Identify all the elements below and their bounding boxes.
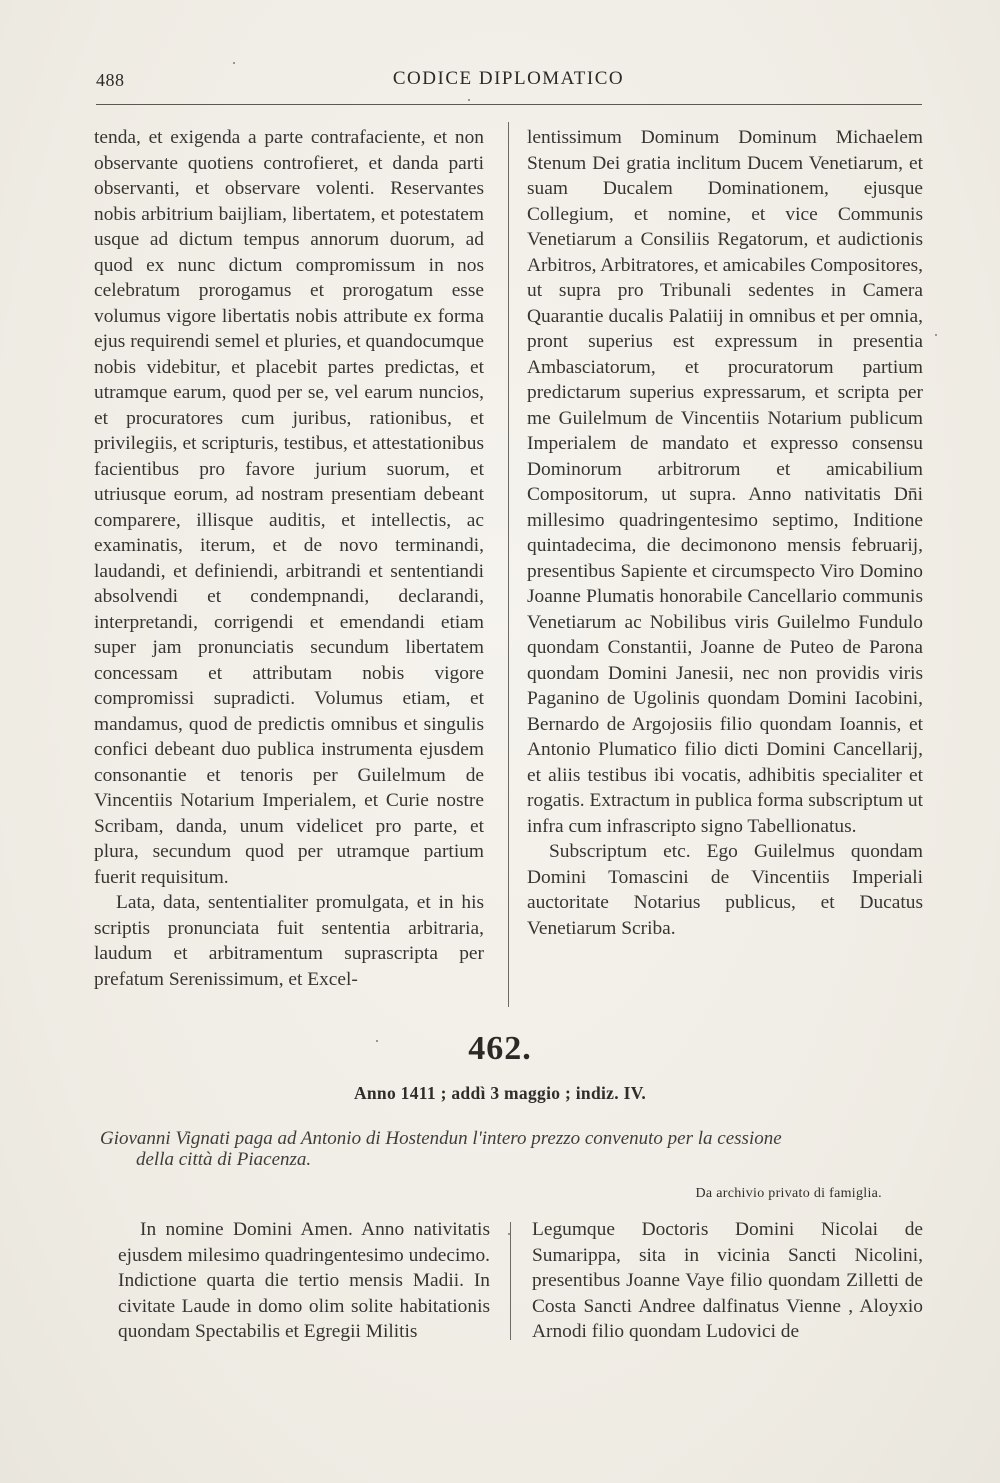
page-number: 488 bbox=[96, 70, 125, 90]
left-column-bottom bbox=[118, 1217, 490, 1345]
left-column-top bbox=[94, 125, 484, 992]
header-rule bbox=[96, 104, 922, 105]
column-divider bbox=[508, 122, 509, 1007]
paragraph: Lata, data, sententialiter promulgata, et in his scriptis pronunciata fuit sententia arbitraria, laudum et arbitramentum suprascripta per prefatum Serenissimum, et Excel- bbox=[94, 892, 484, 990]
document-number: 462. bbox=[468, 1030, 532, 1067]
regest-line: Giovanni Vignati paga ad Antonio di Hostendun l'intero prezzo convenuto per la cessione bbox=[100, 1128, 782, 1149]
paper-speck bbox=[508, 1233, 510, 1235]
paragraph: Legumque Doctoris Domini Nicolai de Sumarippa, sita in vicinia Sancti Nicolini, presentibus Joanne Vaye filio quondam Zilletti de Costa Sancti Andree dalfinatus Vienne , Aloyxio Arnodi filio quondam Ludovici de bbox=[532, 1219, 923, 1342]
running-title: CODICE DIPLOMATICO bbox=[392, 68, 625, 89]
paper-speck bbox=[233, 62, 235, 64]
right-column-bottom bbox=[532, 1217, 923, 1345]
right-column-top bbox=[527, 125, 923, 941]
paper-speck bbox=[376, 1040, 378, 1042]
paper-speck bbox=[935, 334, 937, 336]
paragraph: Subscriptum etc. Ego Guilelmus quondam Domini Tomascini de Vincentiis Imperiali auctoritate Notarius publicus, et Ducatus Venetiarum Scriba. bbox=[527, 841, 923, 939]
document-date-line: Anno 1411 ; addì 3 maggio ; indiz. IV. bbox=[353, 1083, 647, 1103]
paragraph: lentissimum Dominum Dominum Michaelem Stenum Dei gratia inclitum Ducem Venetiarum, et suam Ducalem Dominationem, ejusque Collegium, et nomine, et vice Communis Venetiarum a Consiliis Regatorum, et audictionis Arbitros, Arbitratores, et amicabiles Compositores, ut supra pro Tribunali sedentes in Camera Quarantie ducalis Palatiij in omnibus et per omnia, pront superius est expressum in presentia Ambasciatorum, et procuratorum partium predictarum superius expressarum, et scripta per me Guilelmum de Vincentiis Notarium publicum Imperialem de mandato et expresso consensu Dominorum arbitrorum et amicabilium Compositorum, ut supra. Anno nativitatis Dn̄i millesimo quadringentesimo septimo, Inditione quintadecima, die decimonono mensis februarij, presentibus Sapiente et circumspecto Viro Domino Joanne Plumatis honorabile Cancellario communis Venetiarum ac Nobilibus viris Guilelmo Fundulo quondam Constantii, Joanne de Puteo de Parona quondam Domini Janesii, nec non providis viris Paganino de Ugolinis quondam Domini Iacobini, Bernardo de Argojosiis filio quondam Ioannis, et Antonio Plumatico filio dicti Domini Cancellarij, et aliis testibus ibi vocatis, adhibitis specialiter et rogatis. Extractum in publica forma subscriptum ut infra cum infrascripto signo Tabellionatus. bbox=[527, 127, 923, 837]
document-regest bbox=[100, 1128, 925, 1170]
running-head bbox=[96, 66, 921, 96]
paper-speck bbox=[468, 99, 470, 101]
regest-line: della città di Piacenza. bbox=[136, 1149, 312, 1170]
paragraph: tenda, et exigenda a parte contrafaciente, et non observante quotiens controfieret, et danda parti observanti, et observare volenti. Reservantes nobis arbitrium baijliam, libertatem, et potestatem usque ad dictum tempus annorum duorum, ad quod ex nunc dictum compromissum in nos celebratum prorogamus et prorogatum esse volumus vigore libertatis nobis attribute ex forma ejus requirendi semel et pluries, et quandocumque nobis videbitur, et placebit partes predictas, et utramque earum, quod per se, vel earum nuncios, et procuratores cum juribus, rationibus, et privilegiis, et scripturis, testibus, et attestationibus facientibus pro favore jurium suorum, et utriusque eorum, ad nostram presentiam debeant comparere, illisque auditis, et intellectis, ac examinatis, iterum, et de novo terminandi, laudandi, et definiendi, arbitrandi et sententiandi absolvendi et condempnandi, declarandi, interpretandi, corrigendi et emendandi etiam super jam pronunciatis secundum libertatem concessam et attributam nobis vigore compromissi supradicti. Volumus etiam, et mandamus, quod de predictis omnibus et singulis confici debeant duo publica instrumenta ejusdem consonantie et tenoris per Guilelmum de Vincentiis Notarium Imperialem, et Curie nostre Scribam, danda, unum videlicet pro parte, et plura, secundum quod per utramque partium fuerit requisitum. bbox=[94, 127, 484, 888]
source-note: Da archivio privato di famiglia. bbox=[695, 1186, 882, 1201]
paragraph: In nomine Domini Amen. Anno nativitatis ejusdem milesimo quadringentesimo undecimo. Indictione quarta die tertio mensis Madii. In civitate Laude in domo olim solite habitationis quondam Spectabilis et Egregii Militis bbox=[118, 1219, 490, 1342]
column-divider bbox=[510, 1222, 511, 1340]
